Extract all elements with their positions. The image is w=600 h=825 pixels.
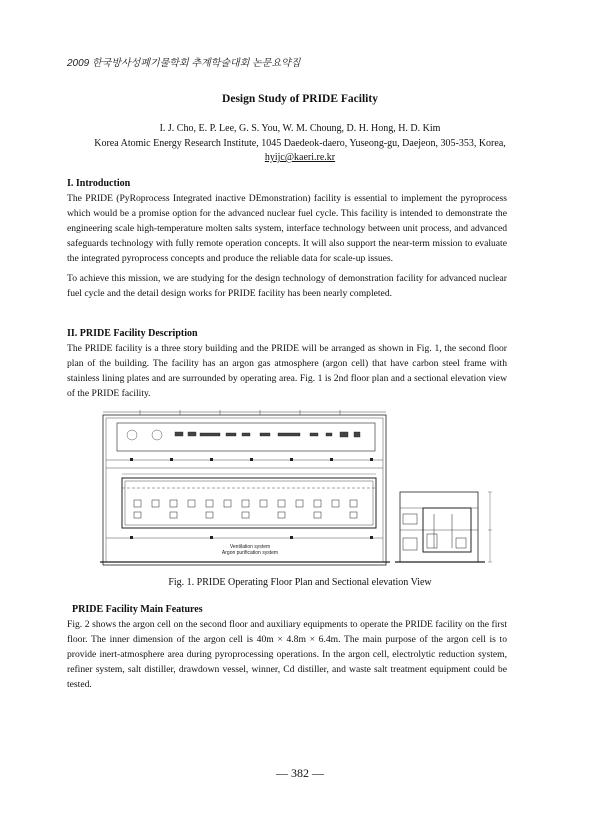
author-email[interactable]: hyijc@kaeri.re.kr [264,152,336,163]
paper-title: Design Study of PRIDE Facility [222,93,378,105]
section-heading-introduction: I. Introduction [67,178,131,189]
author-list: I. J. Cho, E. P. Lee, G. S. You, W. M. Choung, D. H. Hong, H. D. Kim [159,123,441,134]
section-heading-main-features: PRIDE Facility Main Features [72,604,203,615]
plan-outer-wall [103,415,386,565]
sectional-elevation [395,492,485,562]
argon-purification-label: Argon purification system [221,550,279,556]
affiliation-text: Korea Atomic Energy Research Institute, 1045 Daedeok-daero, Yuseong-gu, Daejeon, 305-353, Korea, [94,138,506,149]
main-features-paragraph: Fig. 2 shows the argon cell on the second floor and auxiliary equipments to operate the PRIDE facility on the first floor. The inner dimension of the argon cell is 40m × 4.8m × 6.4m. The main purpose of the argon cell is to provide inert-atmosphere area during pyroprocessing operations. In the argon cell, electrolytic reduction system, refiner system, salt distiller, drawdown vessel, winner, Cd distiller, and waste salt treatment equipment could be tested. [67,619,507,690]
affiliation [67,137,533,165]
upper-operating-area [117,423,375,451]
page-number: — 382 — [276,766,324,780]
description-paragraph: The PRIDE facility is a three story building and the PRIDE will be arranged as shown in Fig. 1, the second floor plan of the building. The facility has an argon gas atmosphere (argon cell) that have carbon steel frame with stainless lining plates and are surrounded by operating area. Fig. 1 is 2nd floor plan and a sectional elevation view of the PRIDE facility. [67,343,507,399]
intro-paragraph-2: To achieve this mission, we are studying for the design technology of demonstration facility for advanced nuclear fuel cycle and the detail design works for PRIDE facility has been nearly completed. [67,273,507,299]
intro-paragraph-1: The PRIDE (PyRoprocess Integrated inactive DEmonstration) facility is essential to implement the pyroprocess which would be a promise option for the advanced nuclear fuel cycle. This facility is intended to demonstrate the engineering scale high-temperature molten salts system, interface technology between unit process, and advanced safeguards technology with fully remote operation concepts. It will also support the near-term mission to evaluate the integrated pyroprocess concepts and produce the reliable data for scale-up issues. [67,193,507,264]
figure-caption: Fig. 1. PRIDE Operating Floor Plan and Sectional elevation View [168,577,432,588]
floor-plan-figure [100,410,500,575]
running-header: 2009 한국방사성폐기물학회 추계학술대회 논문요약집 [67,58,301,69]
ventilation-label: Ventilation system [229,544,271,550]
section-heading-description: II. PRIDE Facility Description [67,328,198,339]
